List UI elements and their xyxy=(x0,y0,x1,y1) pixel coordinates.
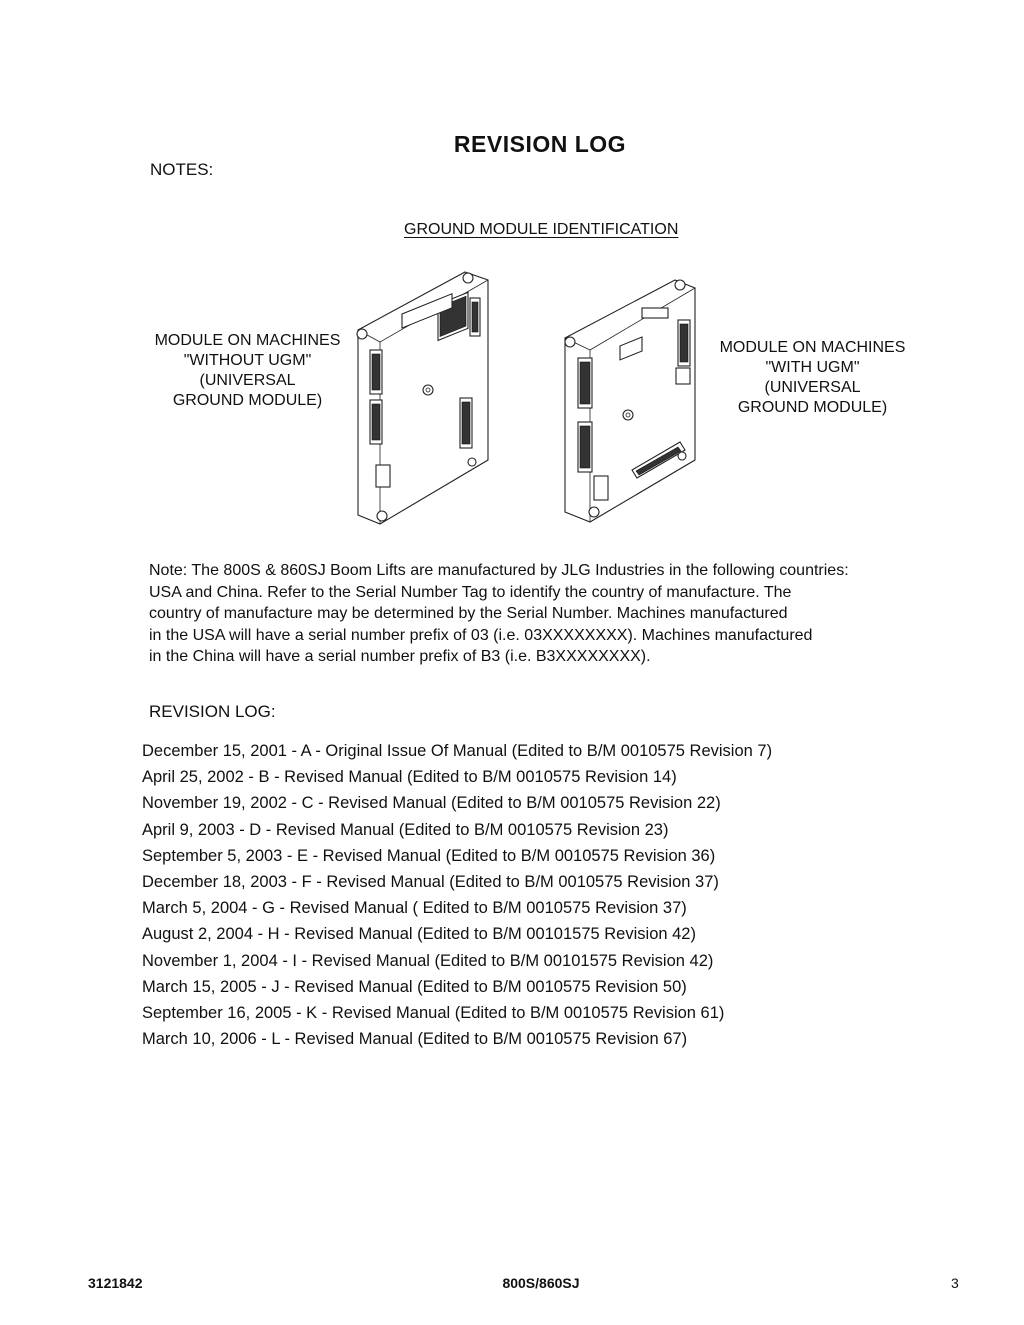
label-line: (UNIVERSAL xyxy=(199,372,296,389)
footer-page-number: 3 xyxy=(951,1275,959,1291)
module-without-ugm-illustration xyxy=(357,272,488,524)
label-line: "WITH UGM" xyxy=(765,359,860,376)
label-line: MODULE ON MACHINES xyxy=(719,339,906,356)
revision-list xyxy=(142,738,772,1052)
note-line: in the USA will have a serial number prefix of 03 (i.e. 03XXXXXXXX). Machines manufactured xyxy=(149,626,813,644)
revision-entry: April 25, 2002 - B - Revised Manual (Edited to B/M 0010575 Revision 14) xyxy=(142,768,677,787)
note-line: country of manufacture may be determined by the Serial Number. Machines manufactured xyxy=(149,605,788,622)
footer-model: 800S/860SJ xyxy=(502,1275,580,1291)
revision-entry: March 5, 2004 - G - Revised Manual ( Edited to B/M 0010575 Revision 37) xyxy=(142,899,687,918)
note-line: USA and China. Refer to the Serial Number Tag to identify the country of manufacture. The xyxy=(149,583,792,601)
revision-entry: December 18, 2003 - F - Revised Manual (Edited to B/M 0010575 Revision 37) xyxy=(142,872,719,891)
module-without-ugm-label xyxy=(140,331,355,411)
module-with-ugm-label xyxy=(705,338,920,418)
footer-doc-number: 3121842 xyxy=(88,1275,143,1291)
figure-title: GROUND MODULE IDENTIFICATION xyxy=(404,221,679,238)
revision-entry: April 9, 2003 - D - Revised Manual (Edited to B/M 0010575 Revision 23) xyxy=(142,820,669,839)
revision-entry: March 15, 2005 - J - Revised Manual (Edited to B/M 0010575 Revision 50) xyxy=(142,977,687,996)
label-line: GROUND MODULE) xyxy=(737,399,888,416)
revision-entry: November 1, 2004 - I - Revised Manual (Edited to B/M 00101575 Revision 42) xyxy=(142,951,714,970)
note-line: Note: The 800S & 860SJ Boom Lifts are manufactured by JLG Industries in the following countries: xyxy=(149,562,849,579)
revision-log-label: REVISION LOG: xyxy=(149,702,276,721)
revision-entry: November 19, 2002 - C - Revised Manual (Edited to B/M 0010575 Revision 22) xyxy=(142,794,721,813)
ground-module-drawing xyxy=(350,250,730,530)
revision-entry: August 2, 2004 - H - Revised Manual (Edited to B/M 00101575 Revision 42) xyxy=(142,925,696,944)
revision-entry: March 10, 2006 - L - Revised Manual (Edited to B/M 0010575 Revision 67) xyxy=(142,1030,688,1049)
module-with-ugm-illustration xyxy=(565,280,695,522)
revision-entry: September 5, 2003 - E - Revised Manual (Edited to B/M 0010575 Revision 36) xyxy=(142,846,716,865)
label-line: (UNIVERSAL xyxy=(764,379,861,396)
revision-entry: September 16, 2005 - K - Revised Manual (Edited to B/M 0010575 Revision 61) xyxy=(142,1003,725,1022)
notes-label: NOTES: xyxy=(150,160,214,179)
manufacture-note xyxy=(149,560,949,668)
label-line: MODULE ON MACHINES xyxy=(154,332,341,349)
note-line: in the China will have a serial number prefix of B3 (i.e. B3XXXXXXXX). xyxy=(149,648,651,665)
label-line: GROUND MODULE) xyxy=(172,392,323,409)
page-title: REVISION LOG xyxy=(453,131,627,157)
revision-entry: December 15, 2001 - A - Original Issue Of Manual (Edited to B/M 0010575 Revision 7) xyxy=(142,742,773,760)
label-line: "WITHOUT UGM" xyxy=(183,352,312,369)
